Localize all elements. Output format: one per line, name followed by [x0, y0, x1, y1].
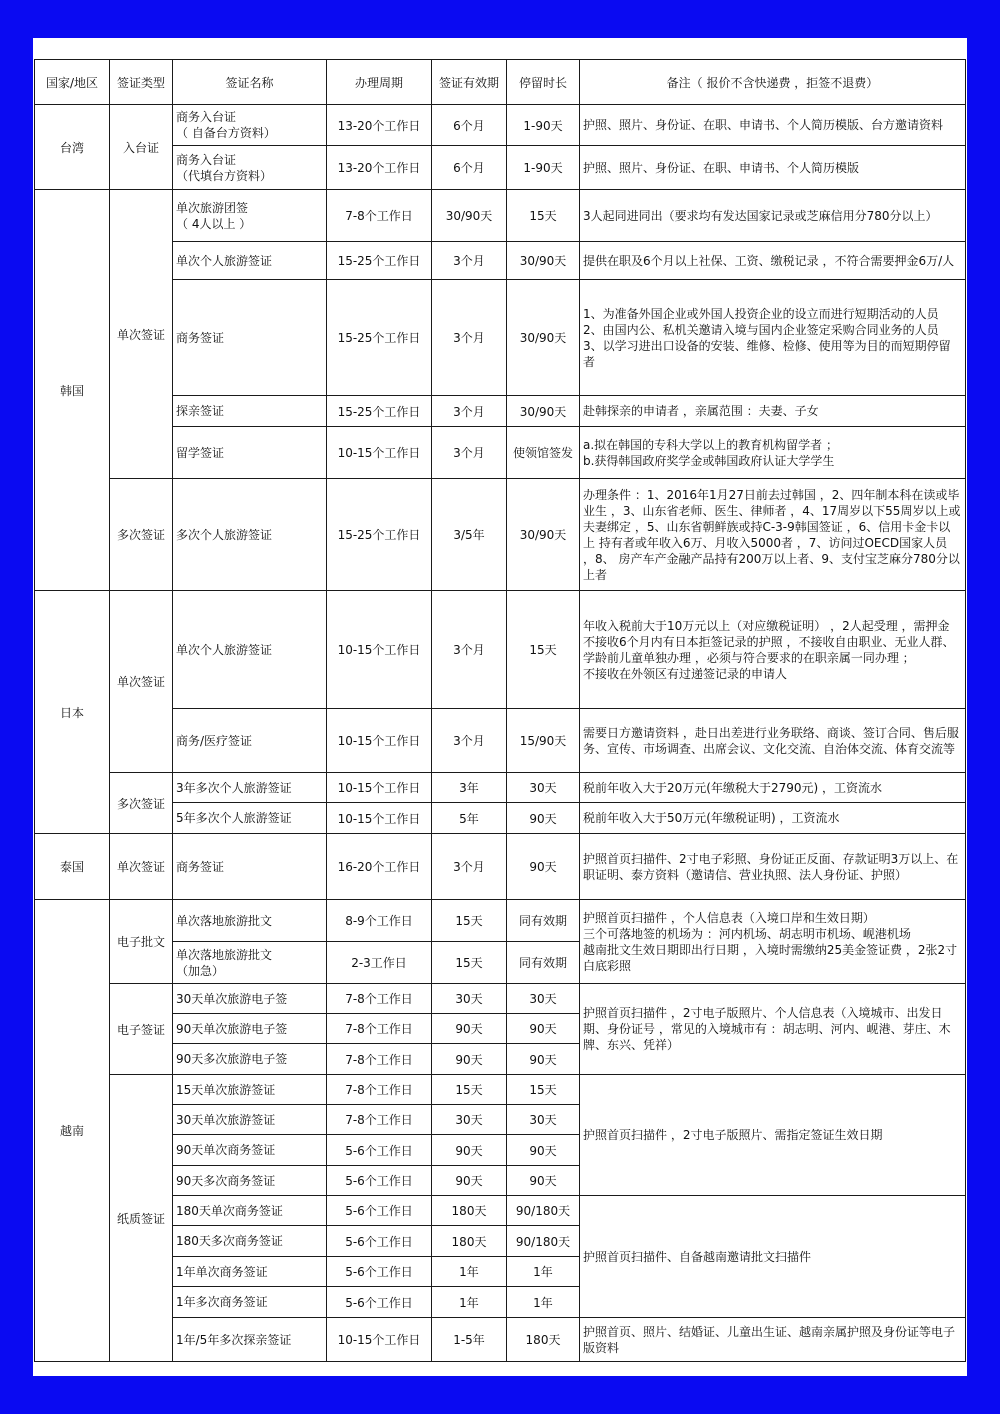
validity-cell: 6个月	[432, 105, 507, 146]
table-row	[35, 834, 966, 900]
visa-name-cell	[173, 190, 327, 242]
table-row	[35, 1196, 966, 1226]
visa-name-cell: 1年单次商务签证	[173, 1257, 327, 1287]
validity-cell: 3个月	[432, 709, 507, 773]
period-cell: 5-6个工作日	[327, 1196, 432, 1226]
stay-cell: 1-90天	[507, 146, 580, 190]
visa-name-cell: 90天单次旅游电子签	[173, 1014, 327, 1044]
visa-name-cell: 5年多次个人旅游签证	[173, 803, 327, 834]
period-cell: 5-6个工作日	[327, 1287, 432, 1318]
header-country: 国家/地区	[35, 60, 110, 105]
stay-cell: 15天	[507, 190, 580, 242]
stay-cell: 30天	[507, 984, 580, 1014]
validity-cell: 3个月	[432, 427, 507, 479]
note-text: 年收入税前大于10万元以上（对应缴税证明） ，2人起受理 ，需押金 不接收6个月内有日本拒签记录的护照 ，不接收自由职业、无业人群、 学龄前儿童单独办理 ，必须与符合要求的在职亲属一同办理 ； 不接收在外领区有过递签记录的申请人	[583, 618, 955, 681]
header-visa-type: 签证类型	[110, 60, 173, 105]
visa-name-cell	[173, 105, 327, 146]
period-cell: 5-6个工作日	[327, 1166, 432, 1196]
visa-type-cell: 单次签证	[110, 591, 173, 773]
visa-name-cell: 90天多次旅游电子签	[173, 1044, 327, 1075]
country-cell: 泰国	[35, 834, 110, 900]
note-cell	[580, 591, 966, 709]
country-cell: 台湾	[35, 105, 110, 190]
note-cell: 税前年收入大于20万元(年缴税大于2790元) ，工资流水	[580, 773, 966, 803]
table-row	[35, 984, 966, 1014]
validity-cell: 1年	[432, 1287, 507, 1318]
period-cell: 10-15个工作日	[327, 1318, 432, 1362]
validity-cell: 180天	[432, 1226, 507, 1257]
note-cell: 护照首页扫描件、2寸电子彩照、身份证正反面、存款证明3万以上、在职证明、泰方资料（邀请信、营业执照、法人身份证、护照）	[580, 834, 966, 900]
period-cell: 10-15个工作日	[327, 591, 432, 709]
validity-cell: 180天	[432, 1196, 507, 1226]
validity-cell: 30天	[432, 1105, 507, 1135]
header-validity: 签证有效期	[432, 60, 507, 105]
note-cell: 税前年收入大于50万元(年缴税证明) ，工资流水	[580, 803, 966, 834]
country-cell: 越南	[35, 900, 110, 1362]
visa-name-cell: 商务/医疗签证	[173, 709, 327, 773]
visa-name-cell: 单次个人旅游签证	[173, 242, 327, 280]
stay-cell: 90天	[507, 803, 580, 834]
validity-cell: 1-5年	[432, 1318, 507, 1362]
period-cell: 10-15个工作日	[327, 803, 432, 834]
period-cell: 15-25个工作日	[327, 479, 432, 591]
visa-name-cell: 多次个人旅游签证	[173, 479, 327, 591]
visa-type-cell: 单次签证	[110, 834, 173, 900]
stay-cell: 90天	[507, 1135, 580, 1166]
table-row	[35, 105, 966, 146]
table-row	[35, 1318, 966, 1362]
period-cell: 10-15个工作日	[327, 427, 432, 479]
validity-cell: 15天	[432, 1075, 507, 1105]
period-cell: 13-20个工作日	[327, 105, 432, 146]
period-cell: 7-8个工作日	[327, 1014, 432, 1044]
header-visa-name: 签证名称	[173, 60, 327, 105]
table-row	[35, 242, 966, 280]
validity-cell: 3个月	[432, 834, 507, 900]
visa-name-cell: 30天单次旅游电子签	[173, 984, 327, 1014]
visa-price-table	[34, 59, 973, 1362]
note-cell: 护照首页扫描件 ，2寸电子版照片、需指定签证生效日期	[580, 1075, 966, 1196]
validity-cell: 90天	[432, 1044, 507, 1075]
visa-name-cell: 商务签证	[173, 834, 327, 900]
validity-cell: 3/5年	[432, 479, 507, 591]
note-cell: 护照首页扫描件 ，2寸电子版照片、个人信息表（入境城市、出发日期、身份证号 ，常见的入境城市有 ：胡志明、河内、岘港、芽庄、木牌、东兴、凭祥）	[580, 984, 966, 1075]
validity-cell: 5年	[432, 803, 507, 834]
visa-type-cell: 纸质签证	[110, 1075, 173, 1362]
table-row	[35, 773, 966, 803]
note-cell: 需要日方邀请资料 ，赴日出差进行业务联络、商谈、签订合同、售后服 务、宣传、市场调查、出席会议、文化交流、自治体交流、体育交流等	[580, 709, 966, 773]
note-cell: 护照首页扫描件、自备越南邀请批文扫描件	[580, 1196, 966, 1318]
visa-name-text: 单次旅游团签 （ 4人以上 ）	[176, 200, 252, 231]
table-row	[35, 280, 966, 396]
note-cell	[580, 280, 966, 396]
country-cell: 韩国	[35, 190, 110, 591]
stay-cell: 90天	[507, 834, 580, 900]
note-cell	[580, 900, 966, 984]
visa-name-cell: 90天多次商务签证	[173, 1166, 327, 1196]
stay-cell: 90/180天	[507, 1226, 580, 1257]
stay-cell: 1年	[507, 1287, 580, 1318]
stay-cell: 同有效期	[507, 942, 580, 984]
validity-cell: 30/90天	[432, 190, 507, 242]
visa-name-cell: 单次落地旅游批文	[173, 900, 327, 942]
note-cell	[580, 427, 966, 479]
visa-type-cell: 单次签证	[110, 190, 173, 479]
period-cell: 7-8个工作日	[327, 984, 432, 1014]
table-row	[35, 803, 966, 834]
visa-name-cell: 180天单次商务签证	[173, 1196, 327, 1226]
stay-cell: 30/90天	[507, 280, 580, 396]
stay-cell: 1-90天	[507, 105, 580, 146]
stay-cell: 1年	[507, 1257, 580, 1287]
period-cell: 13-20个工作日	[327, 146, 432, 190]
period-cell: 15-25个工作日	[327, 280, 432, 396]
note-cell: 赴韩探亲的申请者 ，亲属范围 ：夫妻、子女	[580, 396, 966, 427]
validity-cell: 15天	[432, 900, 507, 942]
visa-type-cell: 电子批文	[110, 900, 173, 984]
period-cell: 10-15个工作日	[327, 773, 432, 803]
visa-name-cell	[173, 942, 327, 984]
stay-cell: 30天	[507, 1105, 580, 1135]
note-cell: 3人起同进同出（要求均有发达国家记录或芝麻信用分780分以上）	[580, 190, 966, 242]
stay-cell: 30/90天	[507, 479, 580, 591]
visa-type-cell: 多次签证	[110, 479, 173, 591]
stay-cell: 30/90天	[507, 396, 580, 427]
period-cell: 8-9个工作日	[327, 900, 432, 942]
validity-cell: 30天	[432, 984, 507, 1014]
validity-cell: 3个月	[432, 242, 507, 280]
header-row	[35, 60, 966, 105]
validity-cell: 90天	[432, 1014, 507, 1044]
header-notes: 备注（ 报价不含快递费 ，拒签不退费）	[580, 60, 966, 105]
table-row	[35, 591, 966, 709]
validity-cell: 3个月	[432, 280, 507, 396]
validity-cell: 3个月	[432, 591, 507, 709]
visa-type-cell: 电子签证	[110, 984, 173, 1075]
note-cell: 护照、照片、身份证、在职、申请书、个人简历模版、台方邀请资料	[580, 105, 966, 146]
period-cell: 7-8个工作日	[327, 1105, 432, 1135]
visa-name-cell: 留学签证	[173, 427, 327, 479]
period-cell: 10-15个工作日	[327, 709, 432, 773]
note-cell: 护照、照片、身份证、在职、申请书、个人简历模版	[580, 146, 966, 190]
stay-cell: 30天	[507, 773, 580, 803]
table-row	[35, 900, 966, 942]
period-cell: 5-6个工作日	[327, 1257, 432, 1287]
period-cell: 16-20个工作日	[327, 834, 432, 900]
visa-name-text: 商务入台证 （ 自备台方资料）	[176, 110, 276, 140]
note-text: a.拟在韩国的专科大学以上的教育机构留学者 ； b.获得韩国政府奖学金或韩国政府认证大学学生	[583, 437, 838, 468]
stay-cell: 15/90天	[507, 709, 580, 773]
period-cell: 15-25个工作日	[327, 242, 432, 280]
visa-name-text: 单次落地旅游批文 （加急）	[176, 947, 273, 978]
table-row	[35, 190, 966, 242]
validity-cell: 1年	[432, 1257, 507, 1287]
visa-name-cell: 30天单次旅游签证	[173, 1105, 327, 1135]
visa-name-cell: 90天单次商务签证	[173, 1135, 327, 1166]
visa-name-cell: 15天单次旅游签证	[173, 1075, 327, 1105]
note-cell: 办理条件 ：1、2016年1月27日前去过韩国 ，2、四年制本科在读或毕 业生 ，3、山东省老师、医生、律师者 ，4、17周岁以下55周岁以上或 夫妻绑定 ，5、山东省朝鲜族或持C-3-9韩国签证 ，6、信用卡金卡以上 持有者或年收入6万、月收入5000者 ，7、访问过OECD国家人员 ，8、 房产车产金融产品持有200万以上者、9、支付宝芝麻分780分以上者	[580, 479, 966, 591]
table-row	[35, 1075, 966, 1105]
validity-cell: 6个月	[432, 146, 507, 190]
header-processing-period: 办理周期	[327, 60, 432, 105]
period-cell: 7-8个工作日	[327, 1075, 432, 1105]
validity-cell: 90天	[432, 1166, 507, 1196]
header-stay-duration: 停留时长	[507, 60, 580, 105]
period-cell: 2-3工作日	[327, 942, 432, 984]
note-text: 护照首页扫描件 ，个人信息表（入境口岸和生效日期） 三个可落地签的机场为 ：河内机场、胡志明市机场、岘港机场 越南批文生效日期即出行日期 ，入境时需缴纳25美金签证费 ，2张2寸白底彩照	[583, 910, 958, 973]
visa-name-cell: 3年多次个人旅游签证	[173, 773, 327, 803]
table-row	[35, 146, 966, 190]
visa-name-cell: 单次个人旅游签证	[173, 591, 327, 709]
period-cell: 7-8个工作日	[327, 190, 432, 242]
table-row	[35, 427, 966, 479]
stay-cell: 90/180天	[507, 1196, 580, 1226]
visa-type-cell: 多次签证	[110, 773, 173, 834]
visa-name-cell: 商务签证	[173, 280, 327, 396]
stay-cell: 30/90天	[507, 242, 580, 280]
visa-name-cell: 180天多次商务签证	[173, 1226, 327, 1257]
country-cell: 日本	[35, 591, 110, 834]
period-cell: 5-6个工作日	[327, 1226, 432, 1257]
validity-cell: 3年	[432, 773, 507, 803]
note-text: 1、为准备外国企业或外国人投资企业的设立而进行短期活动的人员 2、由国内公、私机关邀请入境与国内企业签定采购合同业务的人员 3、以学习进出口设备的安装、维修、检修、使用等为目的而短期停留者	[583, 306, 951, 369]
stay-cell: 90天	[507, 1014, 580, 1044]
stay-cell: 使领馆签发	[507, 427, 580, 479]
validity-cell: 15天	[432, 942, 507, 984]
note-cell: 护照首页、照片、结婚证、儿童出生证、越南亲属护照及身份证等电子版资料	[580, 1318, 966, 1362]
table-row	[35, 396, 966, 427]
visa-name-cell: 探亲签证	[173, 396, 327, 427]
document-sheet	[33, 38, 973, 1376]
stay-cell: 15天	[507, 591, 580, 709]
validity-cell: 90天	[432, 1135, 507, 1166]
stay-cell: 90天	[507, 1166, 580, 1196]
visa-name-text: 商务入台证 （代填台方资料）	[176, 152, 273, 183]
stay-cell: 180天	[507, 1318, 580, 1362]
note-cell: 提供在职及6个月以上社保、工资、缴税记录 ，不符合需要押金6万/人	[580, 242, 966, 280]
period-cell: 5-6个工作日	[327, 1135, 432, 1166]
table-row	[35, 709, 966, 773]
visa-type-cell: 入台证	[110, 105, 173, 190]
period-cell: 7-8个工作日	[327, 1044, 432, 1075]
table-row	[35, 479, 966, 591]
stay-cell: 同有效期	[507, 900, 580, 942]
period-cell: 15-25个工作日	[327, 396, 432, 427]
stay-cell: 90天	[507, 1044, 580, 1075]
stay-cell: 15天	[507, 1075, 580, 1105]
visa-name-cell: 1年/5年多次探亲签证	[173, 1318, 327, 1362]
visa-name-cell	[173, 146, 327, 190]
visa-name-cell: 1年多次商务签证	[173, 1287, 327, 1318]
validity-cell: 3个月	[432, 396, 507, 427]
